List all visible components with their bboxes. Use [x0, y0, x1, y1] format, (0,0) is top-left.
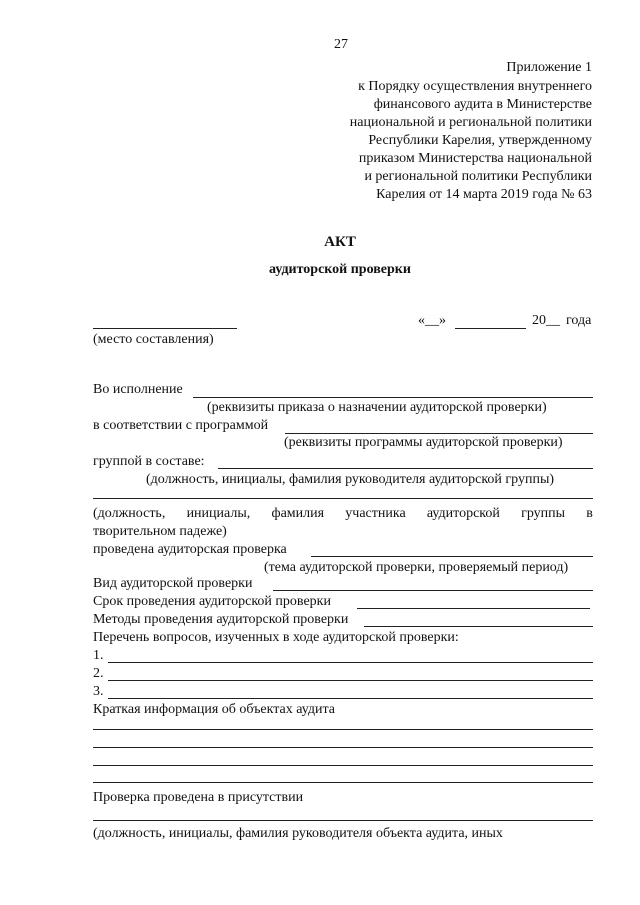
program-label: в соответствии с программой	[93, 418, 269, 433]
header-line: и региональной политики Республики	[364, 169, 592, 184]
conducted-label: проведена аудиторская проверка	[93, 542, 287, 557]
conducted-field-line[interactable]	[311, 556, 593, 557]
question-field-line[interactable]	[108, 698, 593, 699]
audit-methods-label: Методы проведения аудиторской проверки	[93, 612, 349, 627]
objects-field-line[interactable]	[93, 782, 593, 783]
question-number: 1.	[93, 648, 104, 663]
execution-label: Во исполнение	[93, 382, 183, 397]
question-number: 3.	[93, 684, 104, 699]
header-line: к Порядку осуществления внутреннего	[358, 79, 592, 94]
objects-label: Краткая информация об объектах аудита	[93, 702, 336, 717]
date-year-prefix: 20__	[532, 313, 560, 328]
group-leader-field-line[interactable]	[218, 468, 593, 469]
objects-field-line[interactable]	[93, 765, 593, 766]
document-subtitle: аудиторской проверки	[269, 262, 411, 277]
header-line: финансового аудита в Министерстве	[373, 97, 592, 112]
header-line: Приложение 1	[506, 60, 592, 75]
page-number: 27	[334, 37, 348, 52]
group-member-field-line[interactable]	[93, 498, 593, 499]
objects-field-line[interactable]	[93, 729, 593, 730]
audit-type-label: Вид аудиторской проверки	[93, 576, 253, 591]
conducted-hint: (тема аудиторской проверки, проверяемый период)	[264, 560, 569, 575]
document-title: АКТ	[324, 234, 356, 250]
execution-field-line[interactable]	[193, 397, 593, 398]
date-year-word: года	[566, 313, 592, 328]
audit-methods-field-line[interactable]	[364, 626, 593, 627]
header-line: приказом Министерства национальной	[358, 151, 592, 166]
audit-period-label: Срок проведения аудиторской проверки	[93, 594, 331, 609]
program-hint: (реквизиты программы аудиторской проверки)	[284, 435, 563, 450]
group-label: группой в составе:	[93, 454, 205, 469]
place-field-line[interactable]	[93, 328, 237, 329]
member-hint-line2: творительном падеже)	[93, 524, 227, 539]
program-field-line[interactable]	[285, 433, 593, 434]
header-line: Республики Карелия, утвержденному	[368, 133, 592, 148]
header-line: национальной и региональной политики	[349, 115, 592, 130]
presence-label: Проверка проведена в присутствии	[93, 790, 304, 805]
objects-field-line[interactable]	[93, 747, 593, 748]
question-field-line[interactable]	[108, 680, 593, 681]
question-field-line[interactable]	[108, 662, 593, 663]
date-month-line[interactable]	[455, 328, 526, 329]
audit-period-field-line[interactable]	[357, 608, 590, 609]
presence-hint: (должность, инициалы, фамилия руководителя объекта аудита, иных	[93, 826, 503, 841]
questions-label: Перечень вопросов, изученных в ходе аудиторской проверки:	[93, 630, 459, 645]
date-day-quote: «__»	[418, 313, 446, 328]
group-hint: (должность, инициалы, фамилия руководителя аудиторской группы)	[146, 472, 555, 487]
execution-hint: (реквизиты приказа о назначении аудиторской проверки)	[207, 400, 547, 415]
question-number: 2.	[93, 666, 104, 681]
place-caption: (место составления)	[93, 332, 214, 347]
presence-field-line[interactable]	[93, 820, 593, 821]
header-line: Карелия от 14 марта 2019 года № 63	[376, 187, 592, 202]
audit-type-field-line[interactable]	[273, 590, 593, 591]
member-hint: (должность, инициалы, фамилия участника аудиторской группы в	[93, 506, 593, 521]
